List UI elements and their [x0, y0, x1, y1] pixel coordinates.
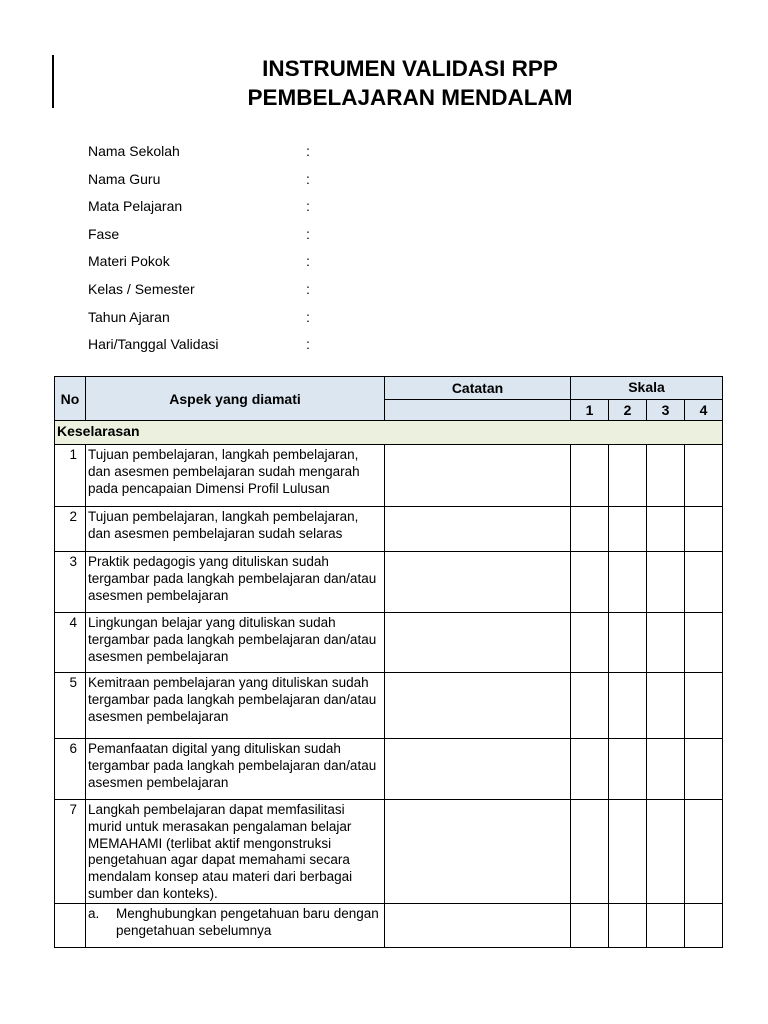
title-line-1: INSTRUMEN VALIDASI RPP: [262, 56, 558, 81]
scale-cell-3[interactable]: [647, 613, 685, 673]
info-value-field[interactable]: :: [306, 225, 310, 242]
table-subrow: [55, 903, 723, 947]
table-row: [55, 613, 723, 673]
info-value-field[interactable]: :: [306, 170, 310, 187]
catatan-cell[interactable]: [385, 445, 571, 507]
row-number: 1: [55, 445, 86, 507]
scale-cell-4[interactable]: [685, 903, 723, 947]
scale-cell-2[interactable]: [609, 445, 647, 507]
info-label: Fase: [88, 225, 120, 242]
scale-cell-2[interactable]: [609, 552, 647, 613]
header-scale-4: 4: [685, 400, 723, 421]
header-aspek: Aspek yang diamati: [86, 377, 385, 421]
scale-cell-4[interactable]: [685, 673, 723, 739]
sub-item-letter: a.: [88, 905, 100, 921]
scale-cell-1[interactable]: [571, 739, 609, 800]
scale-cell-3[interactable]: [647, 445, 685, 507]
scale-cell-1[interactable]: [571, 613, 609, 673]
info-label: Nama Sekolah: [88, 143, 180, 159]
section-keselarasan: Keselarasan: [55, 421, 723, 445]
row-aspek: Pemanfaatan digital yang dituliskan sudah tergambar pada langkah pembelajaran dan/atau asesmen pembelajaran: [86, 739, 385, 800]
info-value-field[interactable]: :: [306, 336, 310, 353]
table-row: [55, 445, 723, 507]
title-line-2: PEMBELAJARAN MENDALAM: [247, 85, 573, 110]
row-number: 3: [55, 552, 86, 613]
row-number-empty: [55, 903, 86, 947]
info-label: Tahun Ajaran: [88, 308, 170, 325]
info-value-field[interactable]: :: [306, 280, 310, 297]
row-aspek: Lingkungan belajar yang dituliskan sudah tergambar pada langkah pembelajaran dan/atau asesmen pembelajaran: [86, 613, 385, 673]
header-scale-1: 1: [571, 400, 609, 421]
catatan-cell[interactable]: [385, 800, 571, 904]
scale-cell-2[interactable]: [609, 507, 647, 552]
scale-cell-3[interactable]: [647, 903, 685, 947]
scale-cell-2[interactable]: [609, 739, 647, 800]
scale-cell-1[interactable]: [571, 552, 609, 613]
row-number: 5: [55, 673, 86, 739]
header-scale-3: 3: [647, 400, 685, 421]
row-aspek: Tujuan pembelajaran, langkah pembelajaran, dan asesmen pembelajaran sudah mengarah pada pencapaian Dimensi Profil Lulusan: [86, 445, 385, 507]
scale-cell-3[interactable]: [647, 739, 685, 800]
row-aspek: Praktik pedagogis yang dituliskan sudah tergambar pada langkah pembelajaran dan/atau asesmen pembelajaran: [86, 552, 385, 613]
row-aspek: Kemitraan pembelajaran yang dituliskan sudah tergambar pada langkah pembelajaran dan/atau asesmen pembelajaran: [86, 673, 385, 739]
row-number: 2: [55, 507, 86, 552]
scale-cell-1[interactable]: [571, 903, 609, 947]
info-value-field[interactable]: :: [306, 143, 310, 159]
scale-cell-2[interactable]: [609, 673, 647, 739]
scale-cell-4[interactable]: [685, 552, 723, 613]
info-label: Mata Pelajaran: [88, 198, 183, 215]
row-aspek: Tujuan pembelajaran, langkah pembelajaran, dan asesmen pembelajaran sudah selaras: [86, 507, 385, 552]
table-row: [55, 673, 723, 739]
header-catatan-sub: [385, 400, 571, 421]
scale-cell-3[interactable]: [647, 800, 685, 904]
info-value-field[interactable]: :: [306, 308, 310, 325]
scale-cell-2[interactable]: [609, 903, 647, 947]
scale-cell-1[interactable]: [571, 445, 609, 507]
scale-cell-4[interactable]: [685, 739, 723, 800]
validation-table: [54, 376, 723, 948]
scale-cell-4[interactable]: [685, 507, 723, 552]
header-skala: Skala: [571, 377, 723, 400]
scale-cell-2[interactable]: [609, 613, 647, 673]
info-label: Hari/Tanggal Validasi: [88, 336, 219, 353]
scale-cell-3[interactable]: [647, 552, 685, 613]
sub-item-text: Menghubungkan pengetahuan baru dengan pengetahuan sebelumnya: [116, 905, 379, 938]
table-row: [55, 552, 723, 613]
scale-cell-4[interactable]: [685, 445, 723, 507]
info-value-field[interactable]: :: [306, 253, 310, 270]
scale-cell-1[interactable]: [571, 507, 609, 552]
scale-cell-3[interactable]: [647, 507, 685, 552]
scale-cell-2[interactable]: [609, 800, 647, 904]
catatan-cell[interactable]: [385, 613, 571, 673]
header-catatan: Catatan: [385, 377, 571, 400]
row-number: 7: [55, 800, 86, 904]
row-number: 4: [55, 613, 86, 673]
header-no: No: [55, 377, 86, 421]
catatan-cell[interactable]: [385, 552, 571, 613]
catatan-cell[interactable]: [385, 507, 571, 552]
table-row: [55, 739, 723, 800]
page-title: [0, 54, 768, 112]
table-row: [55, 507, 723, 552]
row-number: 6: [55, 739, 86, 800]
catatan-cell[interactable]: [385, 903, 571, 947]
catatan-cell[interactable]: [385, 673, 571, 739]
table-row: [55, 800, 723, 904]
row-aspek-sub: [86, 903, 385, 947]
info-label: Nama Guru: [88, 170, 161, 187]
scale-cell-3[interactable]: [647, 673, 685, 739]
scale-cell-4[interactable]: [685, 800, 723, 904]
info-value-field[interactable]: :: [306, 198, 310, 215]
row-aspek: Langkah pembelajaran dapat memfasilitasi murid untuk merasakan pengalaman belajar MEMAHAMI (terlibat aktif mengonstruksi pengetahuan agar dapat memahami secara mendalam konsep atau materi dari berbagai sumber dan konteks).: [86, 800, 385, 904]
scale-cell-4[interactable]: [685, 613, 723, 673]
info-label: Materi Pokok: [88, 253, 170, 270]
header-scale-2: 2: [609, 400, 647, 421]
scale-cell-1[interactable]: [571, 800, 609, 904]
info-label: Kelas / Semester: [88, 280, 195, 297]
scale-cell-1[interactable]: [571, 673, 609, 739]
catatan-cell[interactable]: [385, 739, 571, 800]
